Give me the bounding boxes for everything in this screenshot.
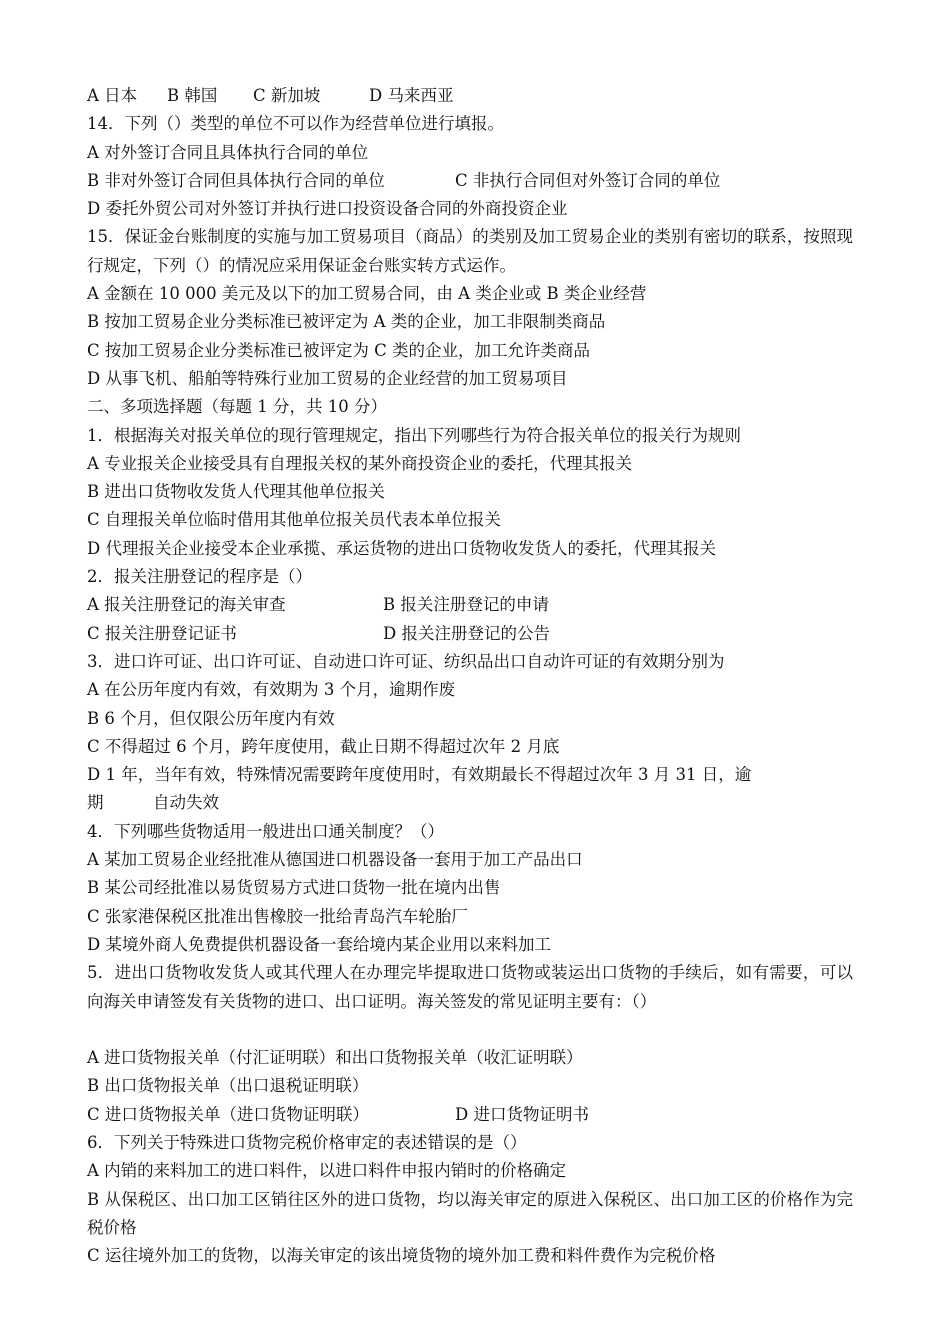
q14-option-a: A 对外签订合同且具体执行合同的单位 [87, 142, 369, 162]
q15-option-a: A 金额在 10 000 美元及以下的加工贸易合同，由 A 类企业或 B 类企业经营 [87, 284, 647, 304]
q13-option-b: B 韩国 [167, 86, 218, 105]
m4-option-b: B 某公司经批准以易货贸易方式进口货物一批在境内出售 [87, 878, 501, 898]
q13-option-c: C 新加坡 [253, 86, 321, 105]
m2-option-a: A 报关注册登记的海关审查 [87, 595, 286, 615]
m3-option-a: A 在公历年度内有效，有效期为 3 个月，逾期作废 [87, 680, 456, 700]
q15-stem: 15．保证金台账制度的实施与加工贸易项目（商品）的类别及加工贸易企业的类别有密切的联系，按照现行规定，下列（）的情况应采用保证金台账实转方式运作。 [87, 227, 853, 275]
m2-options-cd-row [87, 620, 853, 648]
q15-option-b: B 按加工贸易企业分类标准已被评定为 A 类的企业，加工非限制类商品 [87, 312, 606, 332]
m3-option-d-cont-1: 期 [87, 793, 104, 813]
m6-stem: 6．下列关于特殊进口货物完税价格审定的表述错误的是（） [87, 1132, 527, 1152]
m6-option-a: A 内销的来料加工的进口料件，以进口料件申报内销时的价格确定 [87, 1161, 567, 1181]
m1-option-c: C 自理报关单位临时借用其他单位报关员代表本单位报关 [87, 510, 501, 530]
q15-option-c: C 按加工贸易企业分类标准已被评定为 C 类的企业，加工允许类商品 [87, 340, 590, 360]
q14-option-b: B 非对外签订合同但具体执行合同的单位 [87, 170, 385, 190]
m6-option-c: C 运往境外加工的货物，以海关审定的该出境货物的境外加工费和料件费作为完税价格 [87, 1246, 716, 1266]
m2-option-c: C 报关注册登记证书 [87, 623, 237, 643]
m5-option-c: C 进口货物报关单（进口货物证明联） [87, 1104, 369, 1124]
m1-option-b: B 进出口货物收发货人代理其他单位报关 [87, 482, 385, 502]
m3-option-d: D 1 年，当年有效，特殊情况需要跨年度使用时，有效期最长不得超过次年 3 月 31 日，逾 [87, 765, 752, 785]
m2-option-d: D 报关注册登记的公告 [383, 623, 550, 643]
m3-option-d-continued [87, 789, 853, 817]
q15-option-d: D 从事飞机、船舶等特殊行业加工贸易的企业经营的加工贸易项目 [87, 368, 568, 388]
m1-stem: 1．根据海关对报关单位的现行管理规定，指出下列哪些行为符合报关单位的报关行为规则 [87, 425, 741, 445]
q13-option-a: A 日本 [87, 86, 138, 105]
m5-option-b: B 出口货物报关单（出口退税证明联） [87, 1076, 369, 1096]
m3-option-b: B 6 个月，但仅限公历年度内有效 [87, 708, 335, 728]
m2-stem: 2．报关注册登记的程序是（） [87, 567, 312, 587]
m3-option-d-cont-2: 自动失效 [153, 793, 219, 813]
m6-option-b: B 从保税区、出口加工区销往区外的进口货物，均以海关审定的原进入保税区、出口加工区的价格作为完税价格 [87, 1189, 853, 1237]
q13-options-row [87, 82, 853, 110]
q13-option-d: D 马来西亚 [369, 86, 454, 105]
m2-options-ab-row [87, 591, 853, 619]
m4-stem: 4．下列哪些货物适用一般进出口通关制度？（） [87, 821, 444, 841]
document-page [87, 82, 853, 1270]
m1-option-d: D 代理报关企业接受本企业承揽、承运货物的进出口货物收发货人的委托，代理其报关 [87, 538, 716, 558]
m5-stem: 5．进出口货物收发货人或其代理人在办理完毕提取进口货物或装运出口货物的手续后，如有需要，可以向海关申请签发有关货物的进口、出口证明。海关签发的常见证明主要有：（） [87, 963, 853, 1011]
q14-stem: 14．下列（）类型的单位不可以作为经营单位进行填报。 [87, 114, 504, 134]
q14-options-bc-row [87, 167, 853, 195]
q14-option-d: D 委托外贸公司对外签订并执行进口投资设备合同的外商投资企业 [87, 199, 568, 219]
m3-option-c: C 不得超过 6 个月，跨年度使用，截止日期不得超过次年 2 月底 [87, 736, 560, 756]
m5-options-cd-row [87, 1101, 853, 1129]
m4-option-a: A 某加工贸易企业经批准从德国进口机器设备一套用于加工产品出口 [87, 850, 583, 870]
m5-option-a: A 进口货物报关单（付汇证明联）和出口货物报关单（收汇证明联） [87, 1048, 583, 1068]
m5-option-d: D 进口货物证明书 [455, 1104, 589, 1124]
m3-stem: 3．进口许可证、出口许可证、自动进口许可证、纺织品出口自动许可证的有效期分别为 [87, 651, 725, 671]
q14-option-c: C 非执行合同但对外签订合同的单位 [455, 170, 721, 190]
m4-option-c: C 张家港保税区批准出售橡胶一批给青岛汽车轮胎厂 [87, 906, 468, 926]
m2-option-b: B 报关注册登记的申请 [383, 595, 549, 615]
m1-option-a: A 专业报关企业接受具有自理报关权的某外商投资企业的委托，代理其报关 [87, 453, 633, 473]
m4-option-d: D 某境外商人免费提供机器设备一套给境内某企业用以来料加工 [87, 934, 551, 954]
section-title: 二、多项选择题（每题 1 分，共 10 分） [87, 397, 387, 417]
